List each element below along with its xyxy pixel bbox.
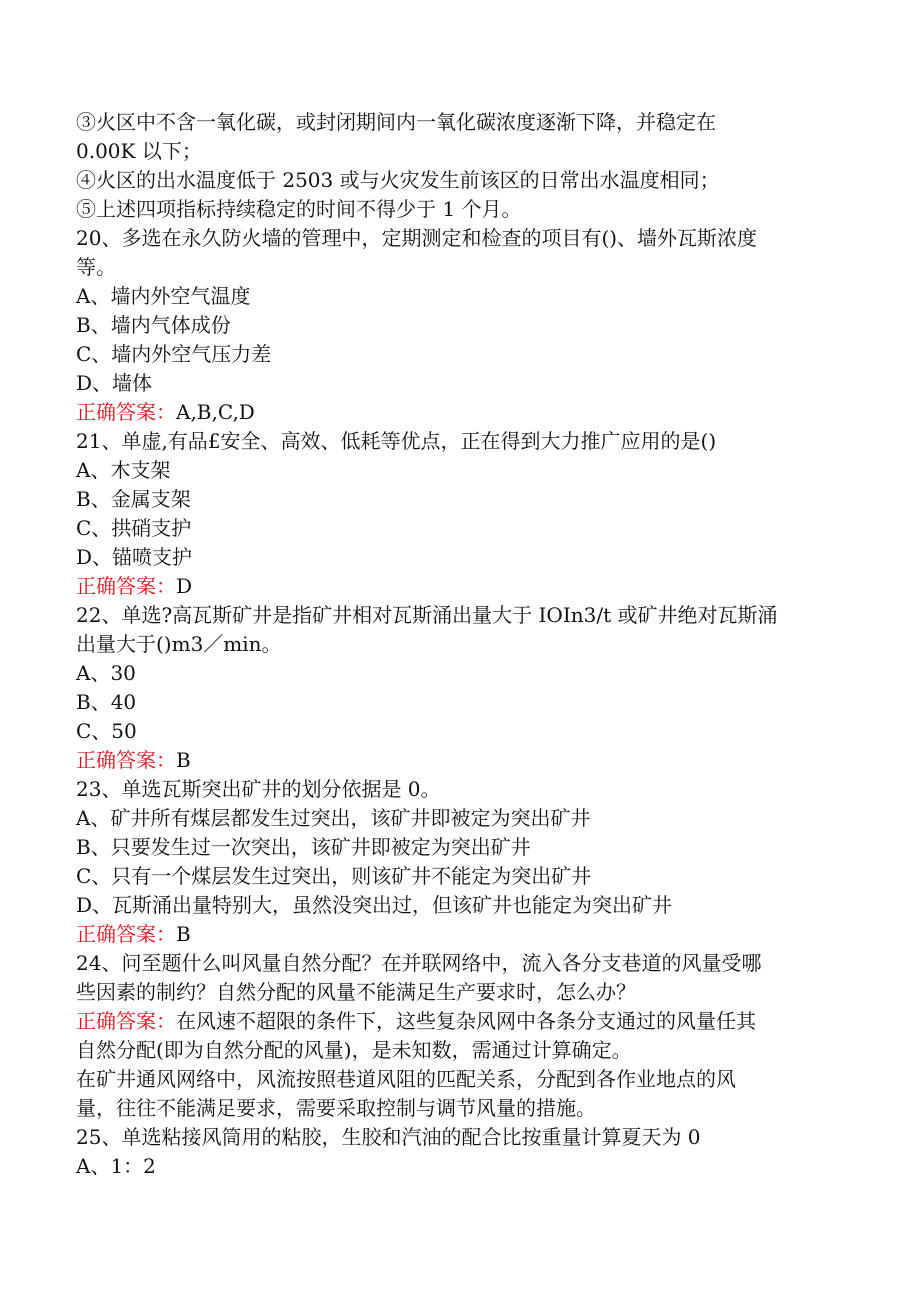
answer-label: 正确答案： bbox=[76, 1009, 176, 1033]
document-page bbox=[76, 108, 856, 1181]
question-24-answer-text: 在矿井通风网络中，风流按照巷道风阻的匹配关系，分配到各作业地点的风 bbox=[76, 1067, 736, 1091]
question-21-option-d: D、锚喷支护 bbox=[76, 545, 193, 569]
answer-label: 正确答案： bbox=[76, 574, 176, 598]
question-23-option-c: C、只有一个煤层发生过突出，则该矿井不能定为突出矿井 bbox=[76, 864, 592, 888]
question-22-stem: 22、单选?高瓦斯矿井是指矿井相对瓦斯涌出量大于 IOIn3/t 或矿井绝对瓦斯涌 bbox=[76, 603, 778, 627]
question-21-option-b: B、金属支架 bbox=[76, 487, 191, 511]
question-24-answer bbox=[76, 1007, 856, 1036]
question-24-stem: 些因素的制约？自然分配的风量不能满足生产要求时，怎么办？ bbox=[76, 980, 636, 1004]
question-25-option-a: A、1：2 bbox=[76, 1154, 156, 1178]
question-20-option-b: B、墙内气体成份 bbox=[76, 313, 231, 337]
answer-value: B bbox=[176, 748, 191, 772]
question-23-option-d: D、瓦斯涌出量特别大，虽然没突出过，但该矿井也能定为突出矿井 bbox=[76, 893, 673, 917]
question-20-stem: 20、多选在永久防火墙的管理中，定期测定和检查的项目有()、墙外瓦斯浓度 bbox=[76, 226, 758, 250]
answer-value: 在风速不超限的条件下，这些复杂风网中各条分支通过的风量任其 bbox=[176, 1009, 756, 1033]
question-22-option-a: A、30 bbox=[76, 661, 136, 685]
answer-label: 正确答案： bbox=[76, 748, 176, 772]
intro-line: ③火区中不含一氧化碳，或封闭期间内一氧化碳浓度逐渐下降，并稳定在 bbox=[76, 110, 716, 134]
question-20-option-d: D、墙体 bbox=[76, 371, 153, 395]
question-20-option-a: A、墙内外空气温度 bbox=[76, 284, 251, 308]
question-20-stem: 等。 bbox=[76, 255, 116, 279]
question-23-stem: 23、单选瓦斯突出矿井的划分依据是 0。 bbox=[76, 777, 441, 801]
question-25-stem: 25、单选粘接风筒用的粘胶，生胶和汽油的配合比按重量计算夏天为 0 bbox=[76, 1125, 701, 1149]
question-20-option-c: C、墙内外空气压力差 bbox=[76, 342, 272, 366]
answer-value: A,B,C,D bbox=[176, 400, 255, 424]
answer-label: 正确答案： bbox=[76, 922, 176, 946]
intro-line: 0.00K 以下； bbox=[76, 139, 202, 163]
intro-line: ④火区的出水温度低于 2503 或与火灾发生前该区的日常出水温度相同； bbox=[76, 168, 720, 192]
question-24-stem: 24、问至题什么叫风量自然分配？在并联网络中，流入各分支巷道的风量受哪 bbox=[76, 951, 762, 975]
question-21-option-c: C、拱硝支护 bbox=[76, 516, 192, 540]
question-23-option-a: A、矿井所有煤层都发生过突出，该矿井即被定为突出矿井 bbox=[76, 806, 591, 830]
question-23-answer bbox=[76, 920, 856, 949]
question-22-option-c: C、50 bbox=[76, 719, 137, 743]
question-23-option-b: B、只要发生过一次突出，该矿井即被定为突出矿井 bbox=[76, 835, 531, 859]
question-21-answer bbox=[76, 572, 856, 601]
answer-value: D bbox=[176, 574, 193, 598]
question-22-stem: 出量大于()m3／min。 bbox=[76, 632, 282, 656]
question-24-answer-text: 自然分配(即为自然分配的风量)，是未知数，需通过计算确定。 bbox=[76, 1038, 632, 1062]
intro-line: ⑤上述四项指标持续稳定的时间不得少于 1 个月。 bbox=[76, 197, 522, 221]
question-24-answer-text: 量，往往不能满足要求，需要采取控制与调节风量的措施。 bbox=[76, 1096, 596, 1120]
answer-label: 正确答案： bbox=[76, 400, 176, 424]
question-22-answer bbox=[76, 746, 856, 775]
question-21-stem: 21、单虚,有品£安全、高效、低耗等优点，正在得到大力推广应用的是() bbox=[76, 429, 717, 453]
answer-value: B bbox=[176, 922, 191, 946]
question-21-option-a: A、木支架 bbox=[76, 458, 171, 482]
question-20-answer bbox=[76, 398, 856, 427]
question-22-option-b: B、40 bbox=[76, 690, 137, 714]
